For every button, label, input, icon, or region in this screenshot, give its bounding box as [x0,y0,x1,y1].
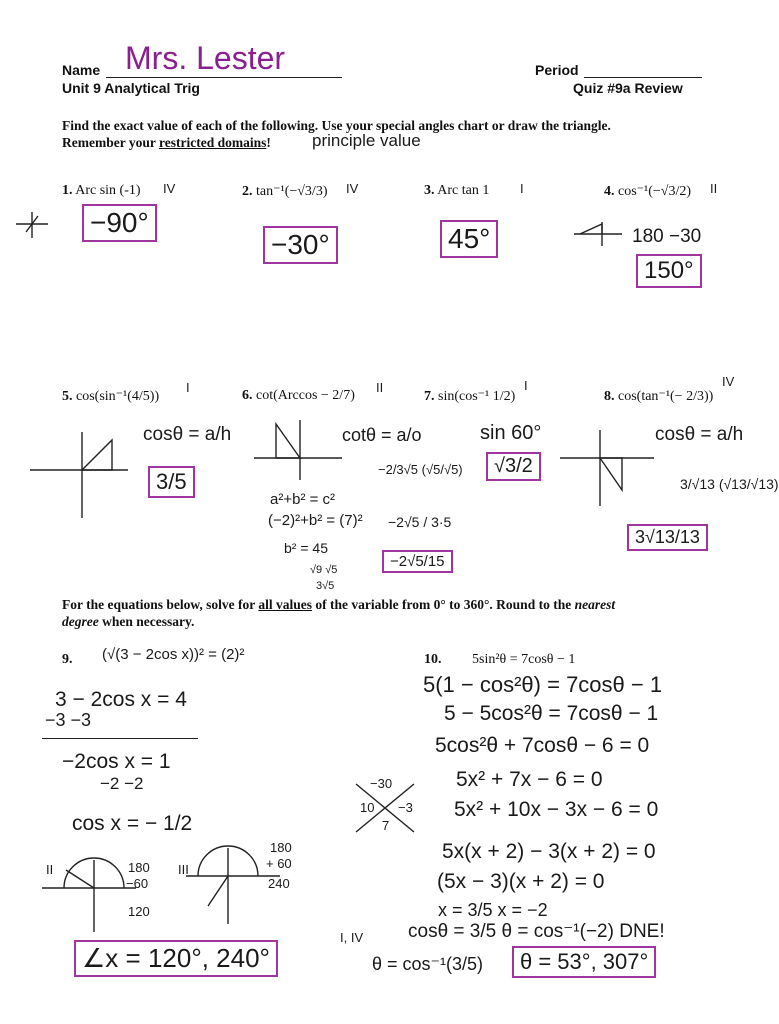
x-work-4: 7 [382,818,390,833]
answer-box: −2√5/15 [382,550,453,573]
p10-step1: 5(1 − cos²θ) = 7cosθ − 1 [423,672,663,697]
p9-divider [42,738,198,739]
problem-10-expression: 5sin²θ = 7cosθ − 1 [472,652,576,667]
problem-9-expression: (√(3 − 2cos x))² = (2)² [102,646,245,663]
answer-box: 150° [636,254,702,288]
instructions-line2: Remember your restricted domains! [62,135,271,150]
section2-line1: For the equations below, solve for all values of the variable from 0° to 360°. Round to the nearest [62,597,616,612]
p10-step4: 5x² + 7x − 6 = 0 [456,768,603,791]
name-value: Mrs. Lester [125,40,286,76]
quadrant-note: IV [163,181,176,196]
principle-value-note: principle value [312,131,421,150]
work6-line3: b² = 45 [284,540,328,556]
quadrant-note: I [186,380,190,395]
work-step: cosθ = a/h [143,424,232,445]
x-work-2: 10 [360,800,375,815]
work6-line6: −2/3√5 (√5/√5) [378,462,463,477]
work6-line1: a²+b² = c² [270,491,336,508]
p10-step6: 5x(x + 2) − 3(x + 2) = 0 [442,840,656,863]
p10-step9: cosθ = 3/5 θ = cos⁻¹(−2) DNE! [408,921,665,942]
work-step: cosθ = a/h [655,424,744,445]
p9-step5: cos x = − 1/2 [72,812,193,835]
p9-step4: −2 −2 [100,774,144,793]
work8-line1: 3/√13 (√13/√13) [680,476,779,492]
quiz-title: Quiz #9a Review [573,80,683,96]
p10-step8: x = 3/5 x = −2 [438,900,548,920]
triangle-sketch-4 [572,220,624,248]
unit-title: Unit 9 Analytical Trig [62,80,200,96]
section2-line2: degree when necessary. [62,614,195,629]
answer-box: 3√13/13 [627,524,708,551]
p9-step3: −2cos x = 1 [62,750,171,773]
work-step: sin 60° [480,422,542,444]
work-step: 180 −30 [632,226,702,247]
answer-box: −90° [82,204,157,242]
answer-box: 45° [440,220,498,258]
p9-angle-a1: 180 [128,860,150,875]
p10-step5: 5x² + 10x − 3x − 6 = 0 [454,798,659,821]
work6-line5: 3√5 [316,580,335,592]
quadrant-note: I, IV [340,930,364,945]
quadrant-note: II [710,181,718,196]
p9-step1: 3 − 2cos x = 4 [55,688,187,711]
answer-box: √3/2 [486,452,541,481]
triangle-sketch-6 [254,418,344,482]
period-line [584,77,702,78]
work6-line7: −2√5 / 3·5 [388,514,452,530]
p10-step3: 5cos²θ + 7cosθ − 6 = 0 [435,734,650,757]
x-work-3: −3 [398,800,413,815]
quadrant-note: IV [722,374,735,389]
quadrant-note: II [376,380,384,395]
p9-angle-b3: 240 [268,876,290,891]
unit-circle-sketch-9a [42,858,138,934]
work6-line2: (−2)²+b² = (7)² [268,512,363,529]
p9-angle-b2: + 60 [266,856,292,871]
quadrant-note: III [178,862,189,877]
unit-circle-sketch-1 [12,210,52,240]
triangle-sketch-5 [30,430,130,520]
p9-angle-b1: 180 [270,840,292,855]
answer-box: θ = 53°, 307° [512,946,656,978]
name-line [106,77,342,78]
quadrant-note: II [46,862,54,877]
period-label: Period [535,62,579,78]
x-work-1: −30 [370,776,393,791]
p10-step2: 5 − 5cos²θ = 7cosθ − 1 [444,702,659,725]
answer-box: −30° [263,226,338,264]
triangle-sketch-8 [560,428,656,508]
p9-step2: −3 −3 [45,710,92,730]
answer-box: ∠x = 120°, 240° [74,940,278,977]
p9-angle-a3: 120 [128,904,150,919]
quadrant-note: I [524,378,528,393]
x-method-sketch [352,780,418,836]
p9-angle-a2: −60 [126,876,149,891]
p10-step7: (5x − 3)(x + 2) = 0 [437,870,605,893]
answer-box: 3/5 [148,466,195,498]
work-step: cotθ = a/o [342,425,422,445]
p10-step10: θ = cos⁻¹(3/5) [372,954,484,974]
work6-line4: √9 √5 [310,564,338,576]
unit-circle-sketch-9b [186,846,282,926]
instructions-line1: Find the exact value of each of the following. Use your special angles chart or draw the triangle. [62,118,611,133]
quadrant-note: IV [346,181,359,196]
quadrant-note: I [520,181,524,196]
name-label: Name [62,62,101,78]
